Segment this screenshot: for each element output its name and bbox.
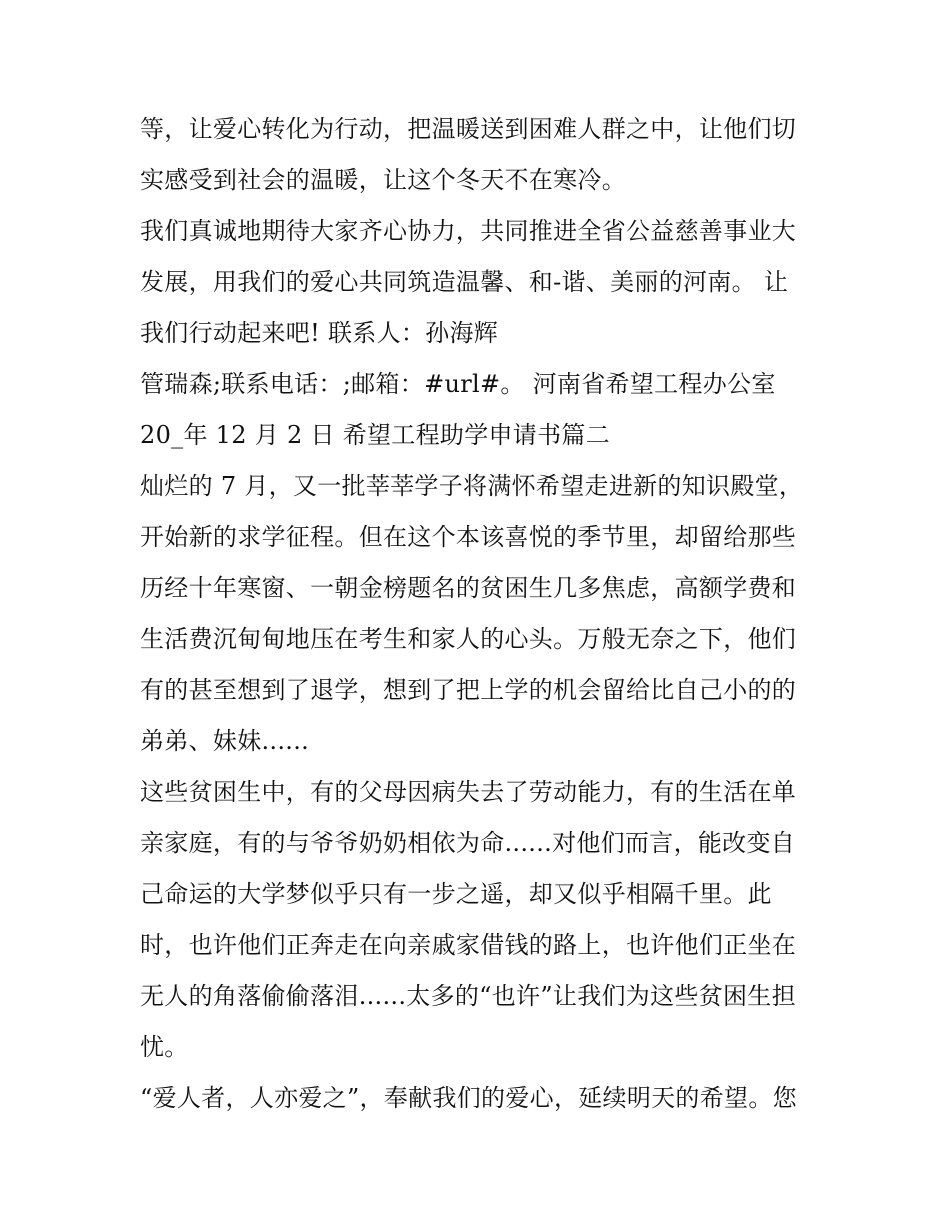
text-line: 时，也许他们正奔走在向亲戚家借钱的路上，也许他们正坐在: [140, 931, 797, 959]
text-line: 开始新的求学征程。但在这个本该喜悦的季节里，却留给那些: [140, 523, 797, 551]
text-line: 等，让爱心转化为行动，把温暖送到困难人群之中，让他们切: [140, 115, 797, 143]
text-line: 管瑞森;联系电话：;邮箱：#url#。 河南省希望工程办公室: [140, 370, 776, 398]
document-body: [140, 104, 830, 1124]
text-line: 忧。: [140, 1033, 189, 1061]
text-line: 历经十年寒窗、一朝金榜题名的贫困生几多焦虑，高额学费和: [140, 574, 797, 602]
text-line: 弟弟、妹妹......: [140, 727, 310, 755]
text-line: 无人的角落偷偷落泪......太多的“也许”让我们为这些贫困生担: [140, 982, 796, 1010]
text-line: 亲家庭，有的与爷爷奶奶相依为命......对他们而言，能改变自: [140, 829, 796, 857]
text-line: 生活费沉甸甸地压在考生和家人的心头。万般无奈之下，他们: [140, 625, 797, 653]
text-line: 发展，用我们的爱心共同筑造温馨、和-谐、美丽的河南。 让: [140, 268, 789, 296]
text-line: 我们行动起来吧! 联系人：孙海辉: [140, 319, 499, 347]
section-title: 20_年 12 月 2 日 希望工程助学申请书篇二: [140, 421, 610, 449]
text-line: 我们真诚地期待大家齐心协力，共同推进全省公益慈善事业大: [140, 217, 797, 245]
text-line: 己命运的大学梦似乎只有一步之遥，却又似乎相隔千里。此: [140, 880, 772, 908]
text-line: “爱人者，人亦爱之”，奉献我们的爱心，延续明天的希望。您: [140, 1084, 797, 1112]
text-line: 有的甚至想到了退学，想到了把上学的机会留给比自己小的的: [140, 676, 797, 704]
text-line: 这些贫困生中，有的父母因病失去了劳动能力，有的生活在单: [140, 778, 797, 806]
text-line: 灿烂的 7 月，又一批莘莘学子将满怀希望走进新的知识殿堂，: [140, 472, 804, 500]
text-line: 实感受到社会的温暖，让这个冬天不在寒冷。: [140, 166, 626, 194]
